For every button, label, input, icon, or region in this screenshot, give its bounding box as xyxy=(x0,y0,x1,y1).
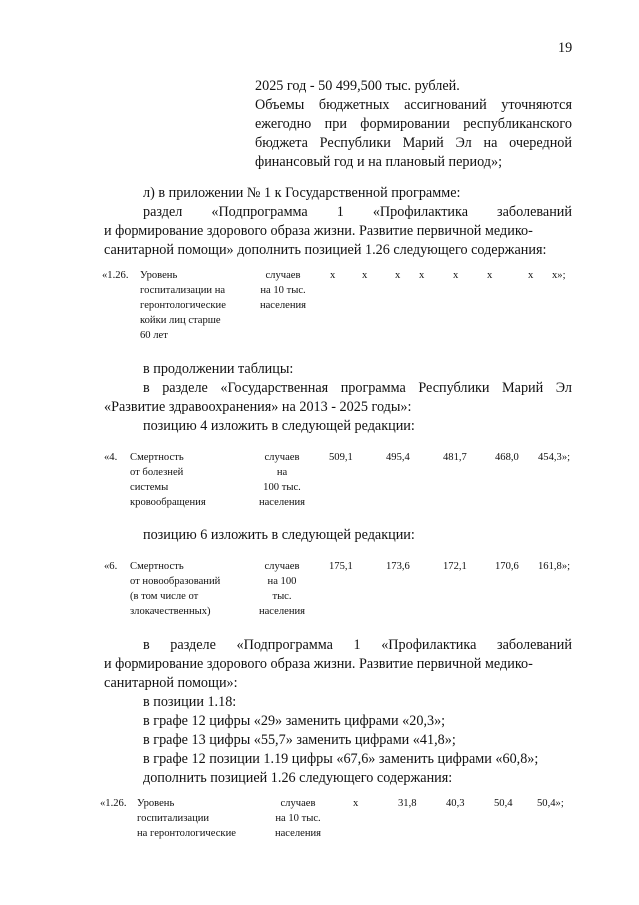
word: ежегодно xyxy=(255,116,312,132)
intro-line-5: финансовый год и на плановый период»; xyxy=(255,154,503,170)
continuation-line-3: «Развитие здравоохранения» на 2013 - 2025 годы»: xyxy=(104,399,412,415)
continuation-line-4: позицию 4 изложить в следующей редакции: xyxy=(143,418,415,434)
position-6-line: позицию 6 изложить в следующей редакции: xyxy=(143,527,415,543)
section-l-line-1: л) в приложении № 1 к Государственной программе: xyxy=(143,185,461,201)
value-cell: х»; xyxy=(552,270,566,281)
word: Эл xyxy=(455,135,472,151)
value-cell: х xyxy=(528,270,534,281)
page-number: 19 xyxy=(558,40,573,56)
name-line: от новообразований xyxy=(130,576,221,587)
unit-line: населения xyxy=(274,828,322,839)
word: на xyxy=(483,135,498,151)
row-number: «1.26. xyxy=(100,798,127,809)
unit-line: населения xyxy=(259,300,307,311)
word: программа xyxy=(340,380,406,396)
value-cell: х xyxy=(453,270,459,281)
word: в xyxy=(143,637,150,653)
word: заболеваний xyxy=(496,637,572,653)
continuation-line-2 xyxy=(143,380,572,397)
word: «Профилактика xyxy=(372,204,468,220)
value-cell: 40,3 xyxy=(446,798,465,809)
continuation-line-1: в продолжении таблицы: xyxy=(143,361,294,377)
word: «Подпрограмма xyxy=(236,637,333,653)
name-line: злокачественных) xyxy=(130,606,211,617)
section-l-line-2 xyxy=(143,204,572,221)
intro-line-3 xyxy=(255,116,572,133)
section-l-line-3: и формирование здорового образа жизни. Развитие первичной медико- xyxy=(104,223,533,239)
word: формировании xyxy=(360,116,450,132)
section-2-line-5: в графе 12 цифры «29» заменить цифрами «20,3»; xyxy=(143,713,446,729)
value-cell: 172,1 xyxy=(443,561,467,572)
unit-line: случаев xyxy=(280,798,316,809)
word: разделе xyxy=(170,637,216,653)
row-number: «1.26. xyxy=(102,270,129,281)
word: «Государственная xyxy=(220,380,329,396)
word: 1 xyxy=(353,637,361,653)
name-line: Смертность xyxy=(130,561,184,572)
name-line: Уровень xyxy=(137,798,175,809)
word: Марий xyxy=(502,380,544,396)
unit xyxy=(266,796,330,841)
name-line: системы xyxy=(130,482,169,493)
word: республиканского xyxy=(463,116,572,132)
unit-line: случаев xyxy=(264,561,300,572)
unit-line: на xyxy=(276,467,288,478)
value-cell: х xyxy=(362,270,368,281)
word: в xyxy=(143,380,150,396)
value-cell: 173,6 xyxy=(386,561,410,572)
unit-line: населения xyxy=(258,606,306,617)
value-cell: 509,1 xyxy=(329,452,353,463)
unit-line: на 100 xyxy=(267,576,297,587)
value-cell: 50,4 xyxy=(494,798,513,809)
name-line: на геронтологические xyxy=(137,828,236,839)
name-line: (в том числе от xyxy=(130,591,199,602)
name-line: от болезней xyxy=(130,467,184,478)
value-cell: х xyxy=(353,798,359,809)
value-cell: 50,4»; xyxy=(537,798,564,809)
name-line: 60 лет xyxy=(140,330,168,341)
intro-line-2 xyxy=(255,97,572,114)
value-cell: х xyxy=(330,270,336,281)
row-number: «4. xyxy=(104,452,118,463)
word: при xyxy=(324,116,347,132)
value-cell: 495,4 xyxy=(386,452,410,463)
word: бюджетных xyxy=(318,97,390,113)
word: Марий xyxy=(402,135,444,151)
value-cell: 161,8»; xyxy=(538,561,571,572)
indicator-name xyxy=(137,796,262,841)
section-2-line-3: санитарной помощи»: xyxy=(104,675,238,691)
value-cell: х xyxy=(395,270,401,281)
name-line: геронтологические xyxy=(140,300,226,311)
unit xyxy=(253,268,313,313)
unit-line: 100 тыс. xyxy=(263,482,301,493)
value-cell: х xyxy=(419,270,425,281)
section-2-line-1 xyxy=(143,637,572,654)
section-2-line-7: в графе 12 позиции 1.19 цифры «67,6» заменить цифрами «60,8»; xyxy=(143,751,539,767)
value-cell: 170,6 xyxy=(495,561,519,572)
intro-line-4 xyxy=(255,135,572,152)
value-cell: 481,7 xyxy=(443,452,467,463)
row-number: «6. xyxy=(104,561,118,572)
unit-line: случаев xyxy=(264,452,300,463)
word: ассигнований xyxy=(404,97,487,113)
value-cell: х xyxy=(487,270,493,281)
value-cell: 468,0 xyxy=(495,452,519,463)
unit xyxy=(252,559,312,619)
section-2-line-2: и формирование здорового образа жизни. Развитие первичной медико- xyxy=(104,656,533,672)
value-cell: 454,3»; xyxy=(538,452,571,463)
section-2-line-8: дополнить позицией 1.26 следующего содержания: xyxy=(143,770,453,786)
word: Эл xyxy=(555,380,572,396)
name-line: госпитализации xyxy=(137,813,210,824)
word: Объемы xyxy=(255,97,305,113)
value-cell: 175,1 xyxy=(329,561,353,572)
unit-line: на 10 тыс. xyxy=(260,285,306,296)
word: Республики xyxy=(418,380,490,396)
word: заболеваний xyxy=(497,204,572,220)
name-line: Уровень xyxy=(140,270,178,281)
intro-line-1: 2025 год - 50 499,500 тыс. рублей. xyxy=(255,78,460,94)
name-line-justified xyxy=(130,465,244,480)
word: «Подпрограмма xyxy=(211,204,308,220)
unit-line: на 10 тыс. xyxy=(275,813,321,824)
unit-line: тыс. xyxy=(272,591,292,602)
name-line: койки лиц старше xyxy=(140,315,221,326)
word: очередной xyxy=(509,135,572,151)
word: раздел xyxy=(143,204,183,220)
section-2-line-4: в позиции 1.18: xyxy=(143,694,237,710)
indicator-name xyxy=(130,450,244,510)
name-line: кровообращения xyxy=(130,497,206,508)
section-l-line-4: санитарной помощи» дополнить позицией 1.26 следующего содержания: xyxy=(104,242,547,258)
indicator-name xyxy=(140,268,248,343)
word: разделе xyxy=(162,380,208,396)
unit xyxy=(252,450,312,510)
word: уточняются xyxy=(501,97,572,113)
name-line: госпитализации на xyxy=(140,285,226,296)
value-cell: 31,8 xyxy=(398,798,417,809)
word: Республики xyxy=(319,135,391,151)
word: «Профилактика xyxy=(381,637,477,653)
unit-line: случаев xyxy=(265,270,301,281)
indicator-name xyxy=(130,559,246,619)
word: 1 xyxy=(336,204,344,220)
section-2-line-6: в графе 13 цифры «55,7» заменить цифрами «41,8»; xyxy=(143,732,456,748)
unit-line: населения xyxy=(258,497,306,508)
name-line: Смертность xyxy=(130,452,184,463)
word: бюджета xyxy=(255,135,308,151)
